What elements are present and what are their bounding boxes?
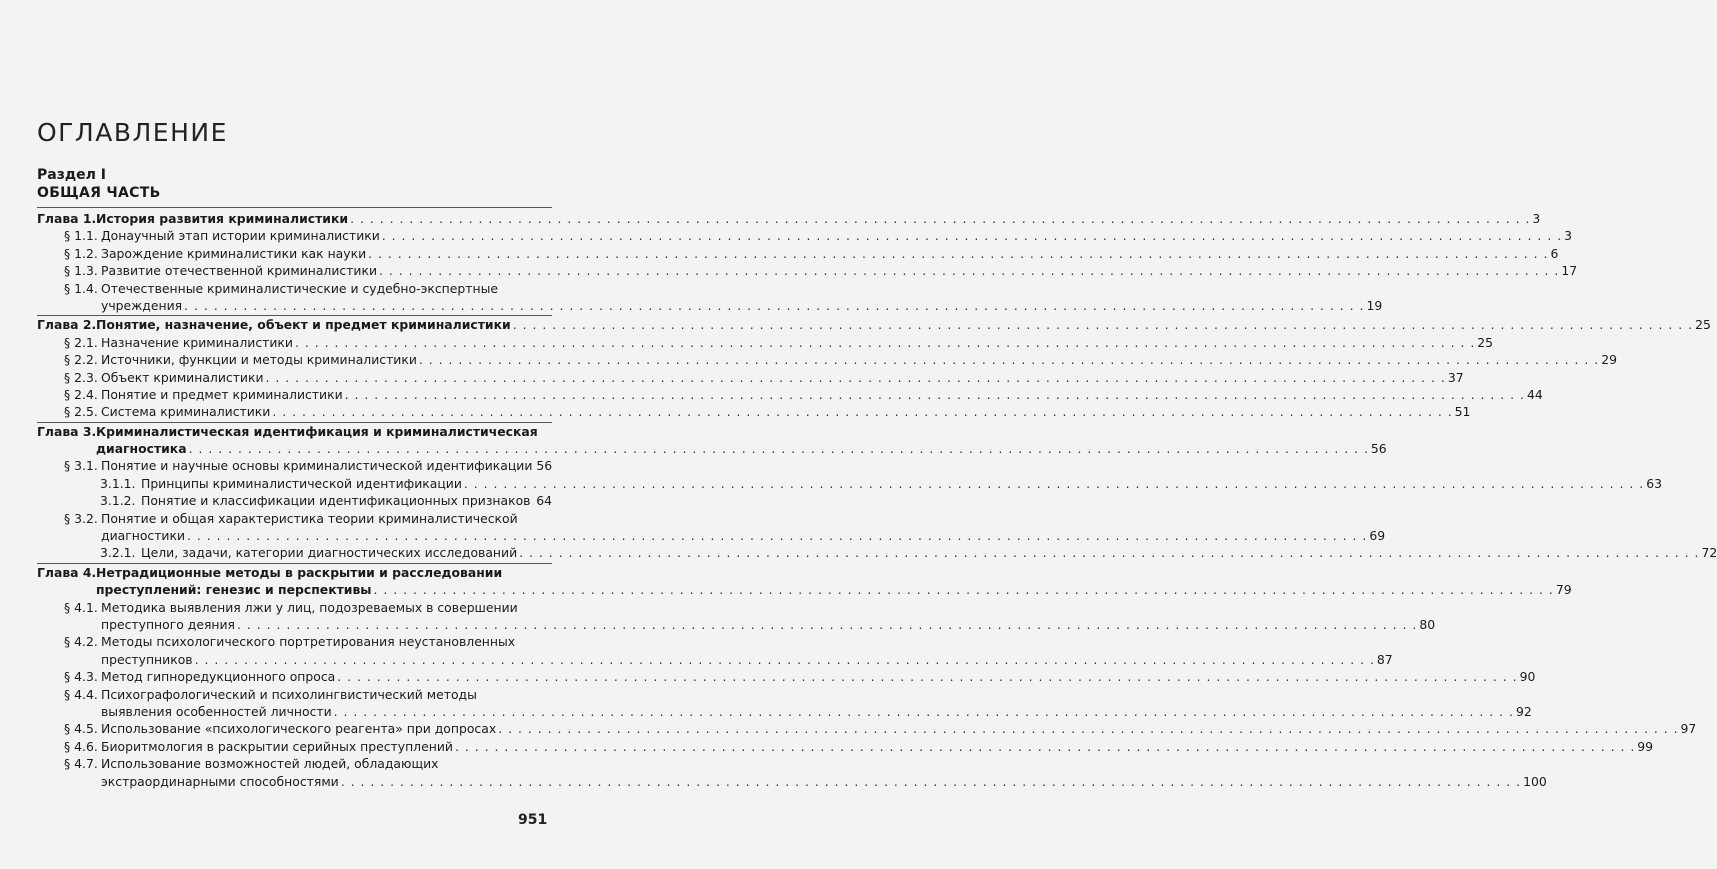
dot-leader: . . . . . . . . . . . . . . . . . . . . . . . . . . . . . . . . . . . . . . . . . . . . . . . . . . . . . . . . . . . . . . . . . . . . . . . . . . . . . . . . . . . . . . . . . . . . . . . . . . . . . . . . . . . . . . . . . . . . . . . . xyxy=(418,352,1600,368)
table-of-contents xyxy=(37,210,1717,790)
paragraph-entry-page: 90 xyxy=(1519,669,1536,685)
chapter-entry-page: 79 xyxy=(1555,582,1572,598)
chapter-entry xyxy=(37,423,552,440)
paragraph-entry-title: Назначение криминалистики xyxy=(101,334,293,350)
paragraph-entry-title: Донаучный этап истории криминалистики xyxy=(101,228,380,244)
chapter-entry-title: преступлений: генезис и перспективы xyxy=(96,582,372,598)
paragraph-entry-page: 56 xyxy=(536,458,553,474)
paragraph-entry-page: 37 xyxy=(1447,369,1464,385)
paragraph-entry xyxy=(37,616,1436,633)
dot-leader: . . . . . . . . . . . . . . . . . . . . . . . . . . . . . . . . . . . . . . . . . . . . . . . . . . . . . . . . . . . . . . . . . . . . . . . . . . . . . . . . . . . . . . . . . . . . . . . . . . . . . . . . . . . . . . . . . . . . . . . . xyxy=(519,545,1700,561)
subsection-entry-number: 3.1.1. xyxy=(100,475,136,491)
subsection-entry xyxy=(37,544,1717,561)
paragraph-entry-page: 44 xyxy=(1527,386,1543,402)
paragraph-entry xyxy=(37,280,552,297)
paragraph-entry-number: § 4.4. xyxy=(64,686,98,702)
chapter-entry-page: 56 xyxy=(1370,441,1387,457)
paragraph-entry xyxy=(37,351,1618,368)
paragraph-entry-number: § 2.5. xyxy=(64,404,98,420)
dot-leader: . . . . . . . . . . . . . . . . . . . . . . . . . . . . . . . . . . . . . . . . . . . . . . . . . . . . . . . . . . . . . . . . . . . . . . . . . . . . . . . . . . . . . . . . . . . . . . . . . . . . . . . . . . . . . . . . . . . . . . . . xyxy=(194,651,1375,667)
chapter-entry-page: 3 xyxy=(1532,211,1541,226)
subsection-entry-title: Понятие и классификации идентификационных признаков xyxy=(141,493,531,509)
dot-leader: . . . . . . . . . . . . . . . . . . . . . . . . . . . . . . . . . . . . . . . . . . . . . . . . . . . . . . . . . . . . . . . . . . . . . . . . . . . . . . . . . . . . . . . . . . . . . . . . . . . . . . . . . . . . . . . . . . . . . . . . xyxy=(463,475,1645,491)
paragraph-entry-number: § 4.6. xyxy=(64,738,98,754)
page-title: ОГЛАВЛЕНИЕ xyxy=(37,118,228,147)
paragraph-entry-page: 17 xyxy=(1561,263,1578,279)
paragraph-entry xyxy=(37,720,1697,737)
dot-leader: . . . . . . . . . . . . . . . . . . . . . . . . . . . . . . . . . . . . . . . . . . . . . . . . . . . . . . . . . . . . . . . . . . . . . . . . . . . . . . . . . . . . . . . . . . . . . . . . . . . . . . . . . . . . . . . . . . . . . . . . xyxy=(379,263,1560,279)
paragraph-entry-page: 92 xyxy=(1516,703,1532,719)
paragraph-entry-title: Понятие и научные основы криминалистической идентификации xyxy=(101,458,533,474)
paragraph-entry-page: 97 xyxy=(1680,721,1697,737)
chapter-entry-number: Глава 1. xyxy=(37,211,97,226)
paragraph-entry xyxy=(37,386,1543,403)
dot-leader: . . . . . . . . . . . . . . . . . . . . . . . . . . . . . . . . . . . . . . . . . . . . . . . . . . . . . . . . . . . . . . . . . . . . . . . . . . . . . . . . . . . . . . . . . . . . . . . . . . . . . . . . . . . . . . . . . . . . . . . . xyxy=(454,738,1636,754)
paragraph-entry-number: § 2.2. xyxy=(64,352,98,368)
subsection-entry-page: 72 xyxy=(1701,545,1717,561)
paragraph-entry-number: § 2.1. xyxy=(64,334,98,350)
paragraph-entry xyxy=(37,773,1547,790)
paragraph-entry xyxy=(37,527,1386,544)
paragraph-entry xyxy=(37,599,552,616)
dot-leader: . . . . . . . . . . . . . . . . . . . . . . . . . . . . . . . . . . . . . . . . . . . . . . . . . . . . . . . . . . . . . . . . . . . . . . . . . . . . . . . . . . . . . . . . . . . . . . . . . . . . . . . . . . . . . . . . . . . . . . . . xyxy=(344,386,1525,402)
paragraph-entry-title: Использование возможностей людей, обладающих xyxy=(101,756,439,772)
chapter-entry-title: диагностика xyxy=(96,441,187,457)
page-number: 951 xyxy=(518,812,548,828)
paragraph-entry-page: 69 xyxy=(1369,528,1386,544)
paragraph-entry-page: 3 xyxy=(1564,228,1573,244)
chapter-entry-number: Глава 3. xyxy=(37,423,97,439)
chapter-entry-title: Понятие, назначение, объект и предмет криминалистики xyxy=(96,317,511,333)
chapter-entry-number: Глава 4. xyxy=(37,564,97,580)
paragraph-entry xyxy=(37,510,552,527)
paragraph-entry-title: Источники, функции и методы криминалистики xyxy=(101,352,417,368)
paragraph-entry-title: преступников xyxy=(101,651,193,667)
dot-leader: . . . . . . . . . . . . . . . . . . . . . . . . . . . . . . . . . . . . . . . . . . . . . . . . . . . . . . . . . . . . . . . . . . . . . . . . . . . . . . . . . . . . . . . . . . . . . . . . . . . . . . . . . . . . . . . . . . . . . . . . xyxy=(237,616,1418,632)
dot-leader: . . . . . . . . . . . . . . . . . . . . . . . . . . . . . . . . . . . . . . . . . . . . . . . . . . . . . . . . . . . . . . . . . . . . . . . . . . . . . . . . . . . . . . . . . . . . . . . . . . . . . . . . . . . . . . . . . . . . . . . . xyxy=(333,703,1514,719)
paragraph-entry-page: 19 xyxy=(1366,297,1383,313)
paragraph-entry-number: § 1.2. xyxy=(64,245,98,261)
paragraph-entry xyxy=(37,738,1654,755)
chapter-entry-title: Криминалистическая идентификация и криминалистическая xyxy=(96,423,538,439)
paragraph-entry-title: Понятие и общая характеристика теории криминалистической xyxy=(101,510,518,526)
paragraph-entry-title: Использование «психологического реагента» при допросах xyxy=(101,721,497,737)
paragraph-entry-title: выявления особенностей личности xyxy=(101,703,332,719)
chapter-entry-page: 25 xyxy=(1695,317,1711,333)
paragraph-entry-page: 87 xyxy=(1376,651,1393,667)
chapter-entry-number: Глава 2. xyxy=(37,317,97,333)
paragraph-entry xyxy=(37,686,552,703)
paragraph-entry-title: Объект криминалистики xyxy=(101,369,264,385)
paragraph-entry xyxy=(37,703,1532,720)
paragraph-entry-page: 99 xyxy=(1637,738,1654,754)
dot-leader: . . . . . . . . . . . . . . . . . . . . . . . . . . . . . . . . . . . . . . . . . . . . . . . . . . . . . . . . . . . . . . . . . . . . . . . . . . . . . . . . . . . . . . . . . . . . . . . . . . . . . . . . . . . . . . . . . . . . . . . . xyxy=(368,245,1549,261)
paragraph-entry-number: § 3.1. xyxy=(64,458,98,474)
dot-leader xyxy=(532,492,534,509)
paragraph-entry-number: § 4.2. xyxy=(64,634,98,650)
paragraph-entry-title: Понятие и предмет криминалистики xyxy=(101,386,343,402)
dot-leader: . . . . . . . . . . . . . . . . . . . . . . . . . . . . . . . . . . . . . . . . . . . . . . . . . . . . . . . . . . . . . . . . . . . . . . . . . . . . . . . . . . . . . . . . . . . . . . . . . . . . . . . . . . . . . . . . . . . . . . . . xyxy=(337,669,1518,685)
paragraph-entry-title: экстраординарными способностями xyxy=(101,773,339,789)
paragraph-entry-number: § 1.4. xyxy=(64,280,98,296)
paragraph-entry-title: Отечественные криминалистические и судебно-экспертные xyxy=(101,280,498,296)
paragraph-entry xyxy=(37,668,1536,685)
paragraph-entry xyxy=(37,369,1464,386)
section-rule xyxy=(37,207,552,208)
subsection-entry-title: Цели, задачи, категории диагностических исследований xyxy=(141,545,518,561)
subsection-entry-number: 3.2.1. xyxy=(100,545,136,561)
paragraph-entry-title: Метод гипноредукционного опроса xyxy=(101,669,336,685)
paragraph-entry-page: 100 xyxy=(1523,773,1547,789)
chapter-entry xyxy=(37,210,1541,227)
chapter-entry xyxy=(37,564,552,581)
dot-leader: . . . . . . . . . . . . . . . . . . . . . . . . . . . . . . . . . . . . . . . . . . . . . . . . . . . . . . . . . . . . . . . . . . . . . . . . . . . . . . . . . . . . . . . . . . . . . . . . . . . . . . . . . . . . . . . . . . . . . . . . xyxy=(188,441,1369,457)
paragraph-entry-title: Методика выявления лжи у лиц, подозреваемых в совершении xyxy=(101,599,518,615)
subsection-entry xyxy=(37,475,1663,492)
paragraph-entry xyxy=(37,297,1383,314)
paragraph-entry-page: 6 xyxy=(1550,245,1559,261)
dot-leader: . . . . . . . . . . . . . . . . . . . . . . . . . . . . . . . . . . . . . . . . . . . . . . . . . . . . . . . . . . . . . . . . . . . . . . . . . . . . . . . . . . . . . . . . . . . . . . . . . . . . . . . . . . . . . . . . . . . . . . . . xyxy=(350,211,1531,226)
paragraph-entry-title: Психографологический и психолингвистический методы xyxy=(101,686,477,702)
paragraph-entry-number: § 1.1. xyxy=(64,228,98,244)
subsection-entry xyxy=(37,492,552,509)
paragraph-entry xyxy=(37,334,1494,351)
subsection-entry-title: Принципы криминалистической идентификации xyxy=(141,475,462,491)
paragraph-entry-title: диагностики xyxy=(101,528,186,544)
paragraph-entry xyxy=(37,633,552,650)
paragraph-entry xyxy=(37,245,1559,262)
subsection-entry-page: 64 xyxy=(536,493,552,509)
paragraph-entry-title: Методы психологического портретирования неустановленных xyxy=(101,634,516,650)
dot-leader: . . . . . . . . . . . . . . . . . . . . . . . . . . . . . . . . . . . . . . . . . . . . . . . . . . . . . . . . . . . . . . . . . . . . . . . . . . . . . . . . . . . . . . . . . . . . . . . . . . . . . . . . . . . . . . . . . . . . . . . . xyxy=(294,334,1476,350)
paragraph-entry-number: § 2.4. xyxy=(64,386,98,402)
paragraph-entry-number: § 1.3. xyxy=(64,263,98,279)
section-name: ОБЩАЯ ЧАСТЬ xyxy=(37,185,161,201)
paragraph-entry-number: § 3.2. xyxy=(64,510,98,526)
subsection-entry-page: 63 xyxy=(1646,475,1663,491)
dot-leader: . . . . . . . . . . . . . . . . . . . . . . . . . . . . . . . . . . . . . . . . . . . . . . . . . . . . . . . . . . . . . . . . . . . . . . . . . . . . . . . . . . . . . . . . . . . . . . . . . . . . . . . . . . . . . . . . . . . . . . . . xyxy=(265,369,1446,385)
chapter-entry xyxy=(37,581,1572,598)
paragraph-entry-number: § 4.3. xyxy=(64,669,98,685)
paragraph-entry-title: Зарождение криминалистики как науки xyxy=(101,245,367,261)
chapter-entry-title: Нетрадиционные методы в раскрытии и расследовании xyxy=(96,564,503,580)
paragraph-entry xyxy=(37,262,1578,279)
paragraph-entry-page: 29 xyxy=(1601,352,1618,368)
dot-leader: . . . . . . . . . . . . . . . . . . . . . . . . . . . . . . . . . . . . . . . . . . . . . . . . . . . . . . . . . . . . . . . . . . . . . . . . . . . . . . . . . . . . . . . . . . . . . . . . . . . . . . . . . . . . . . . . . . . . . . . . xyxy=(381,228,1563,244)
dot-leader: . . . . . . . . . . . . . . . . . . . . . . . . . . . . . . . . . . . . . . . . . . . . . . . . . . . . . . . . . . . . . . . . . . . . . . . . . . . . . . . . . . . . . . . . . . . . . . . . . . . . . . . . . . . . . . . . . . . . . . . . xyxy=(373,582,1554,598)
paragraph-entry xyxy=(37,651,1393,668)
dot-leader: . . . . . . . . . . . . . . . . . . . . . . . . . . . . . . . . . . . . . . . . . . . . . . . . . . . . . . . . . . . . . . . . . . . . . . . . . . . . . . . . . . . . . . . . . . . . . . . . . . . . . . . . . . . . . . . . . . . . . . . . xyxy=(498,721,1679,737)
dot-leader: . . . . . . . . . . . . . . . . . . . . . . . . . . . . . . . . . . . . . . . . . . . . . . . . . . . . . . . . . . . . . . . . . . . . . . . . . . . . . . . . . . . . . . . . . . . . . . . . . . . . . . . . . . . . . . . . . . . . . . . . xyxy=(340,773,1522,789)
paragraph-entry-number: § 4.1. xyxy=(64,599,98,615)
dot-leader: . . . . . . . . . . . . . . . . . . . . . . . . . . . . . . . . . . . . . . . . . . . . . . . . . . . . . . . . . . . . . . . . . . . . . . . . . . . . . . . . . . . . . . . . . . . . . . . . . . . . . . . . . . . . . . . . . . . . . . . . xyxy=(184,297,1365,313)
paragraph-entry xyxy=(37,755,552,772)
chapter-entry xyxy=(37,316,1711,333)
dot-leader: . . . . . . . . . . . . . . . . . . . . . . . . . . . . . . . . . . . . . . . . . . . . . . . . . . . . . . . . . . . . . . . . . . . . . . . . . . . . . . . . . . . . . . . . . . . . . . . . . . . . . . . . . . . . . . . . . . . . . . . . xyxy=(272,404,1453,420)
paragraph-entry-title: Система криминалистики xyxy=(101,404,271,420)
chapter-entry-title: История развития криминалистики xyxy=(96,211,349,226)
section-number: Раздел I xyxy=(37,167,106,183)
subsection-entry-number: 3.1.2. xyxy=(100,493,136,509)
paragraph-entry xyxy=(37,403,1471,420)
paragraph-entry-page: 51 xyxy=(1454,404,1471,420)
paragraph-entry-number: § 2.3. xyxy=(64,369,98,385)
paragraph-entry-number: § 4.5. xyxy=(64,721,98,737)
dot-leader: . . . . . . . . . . . . . . . . . . . . . . . . . . . . . . . . . . . . . . . . . . . . . . . . . . . . . . . . . . . . . . . . . . . . . . . . . . . . . . . . . . . . . . . . . . . . . . . . . . . . . . . . . . . . . . . . . . . . . . . . xyxy=(512,317,1694,333)
paragraph-entry xyxy=(37,457,552,474)
paragraph-entry-title: Развитие отечественной криминалистики xyxy=(101,263,378,279)
paragraph-entry xyxy=(37,227,1573,244)
paragraph-entry-number: § 4.7. xyxy=(64,756,98,772)
paragraph-entry-page: 80 xyxy=(1419,616,1436,632)
paragraph-entry-title: преступного деяния xyxy=(101,616,236,632)
paragraph-entry-title: Биоритмология в раскрытии серийных преступлений xyxy=(101,738,453,754)
dot-leader: . . . . . . . . . . . . . . . . . . . . . . . . . . . . . . . . . . . . . . . . . . . . . . . . . . . . . . . . . . . . . . . . . . . . . . . . . . . . . . . . . . . . . . . . . . . . . . . . . . . . . . . . . . . . . . . . . . . . . . . . xyxy=(187,528,1368,544)
paragraph-entry-page: 25 xyxy=(1477,334,1494,350)
chapter-entry xyxy=(37,440,1387,457)
paragraph-entry-title: учреждения xyxy=(101,297,183,313)
